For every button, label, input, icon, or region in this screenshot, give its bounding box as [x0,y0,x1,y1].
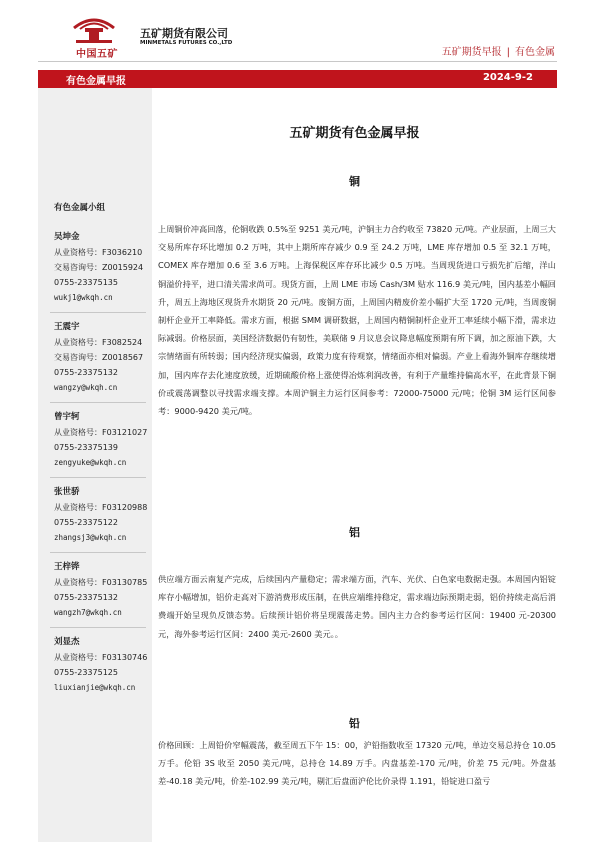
sidebar-divider [50,312,146,313]
sidebar-divider [50,627,146,628]
analyst-qualification: 从业资格号：F03130746 [54,653,148,662]
analyst-qualification: 从业资格号：F3082524 [54,338,143,347]
banner-title: 有色金属早报 [66,76,126,87]
analyst-phone: 0755-23375132 [54,368,118,377]
analyst-sidebar [38,88,152,842]
analyst-card [54,230,143,305]
group-title: 有色金属小组 [54,203,106,213]
header-divider [38,61,557,62]
sidebar-divider [50,552,146,553]
analyst-email[interactable]: liuxianjie@wkqh.cn [54,683,136,692]
page-header [0,0,595,70]
section-body-lead: 价格回顾：上周铅价窄幅震荡，截至周五下午 15：00，沪铅指数收至 17320 元/吨，单边交易总持仓 10.05 万手。伦铅 3S 收至 2050 美元/吨，总持仓 14.89 万手。内盘基差-170 元/吨，价差 75 元/吨。外盘基差-40.18 美元/吨，价差-102.99 美元/吨，剔汇后盘面沪伦比价录得 1.191，铅锭进口盈亏 [158,740,556,787]
minmetals-emblem-icon [70,14,118,46]
analyst-qualification: 从业资格号：F03121027 [54,428,148,437]
analyst-name: 曾宇轲 [54,412,80,422]
analyst-card [54,635,147,695]
company-name-cn: 五矿期货有限公司 [140,27,228,40]
banner-date: 2024-9-2 [482,72,533,83]
section-heading-copper: 铜 [349,175,360,188]
company-name-en: MINMETALS FUTURES CO.,LTD [140,40,233,46]
analyst-card [54,410,147,470]
section-heading-aluminum: 铝 [349,526,360,539]
analyst-phone: 0755-23375139 [54,443,118,452]
section-heading-lead: 铅 [349,717,360,730]
analyst-name: 王梓铧 [54,562,80,572]
company-logo [62,14,132,60]
analyst-email[interactable]: wangzh7@wkqh.cn [54,608,122,617]
sidebar-divider [50,402,146,403]
analyst-card [54,485,147,545]
analyst-phone: 0755-23375125 [54,668,118,677]
header-separator: | [506,47,510,58]
analyst-email[interactable]: zhangsj3@wkqh.cn [54,533,127,542]
analyst-card [54,560,147,620]
analyst-phone: 0755-23375135 [54,278,118,287]
analyst-name: 吴坤金 [54,232,80,242]
report-name: 五矿期货早报 [441,47,502,58]
analyst-email[interactable]: wukj1@wkqh.cn [54,293,113,302]
logo-name: 中国五矿 [76,49,118,60]
analyst-phone: 0755-23375132 [54,593,118,602]
analyst-qualification: 从业资格号：F03130785 [54,578,148,587]
analyst-email[interactable]: wangzy@wkqh.cn [54,383,118,392]
analyst-email[interactable]: zengyuke@wkqh.cn [54,458,127,467]
analyst-card [54,320,143,395]
analyst-consult-no: 交易咨询号：Z0018567 [54,353,144,362]
analyst-qualification: 从业资格号：F03120988 [54,503,148,512]
analyst-qualification: 从业资格号：F3036210 [54,248,143,257]
analyst-consult-no: 交易咨询号：Z0015924 [54,263,144,272]
report-title: 五矿期货有色金属早报 [289,126,420,141]
analyst-phone: 0755-23375122 [54,518,118,527]
sidebar-divider [50,477,146,478]
section-body-aluminum: 供应端方面云南复产完成，后续国内产量稳定；需求端方面，汽车、光伏、白色家电数据走强。本周国内铝锭库存小幅增加，铝价走高对下游消费形成压制，在供应端维持稳定，需求端边际预期走弱，铝价持续走高后消费端开始呈现负反馈态势。后续预计铝价将呈现震荡走势。国内主力合约参考运行区间：19400 元-20300 元，海外参考运行区间：2400 美元-2600 美元。。 [158,574,556,639]
title-banner [38,70,557,88]
analyst-name: 刘显杰 [54,637,80,647]
section-body-copper: 上周铜价冲高回落，伦铜收跌 0.5%至 9251 美元/吨，沪铜主力合约收至 73820 元/吨。产业层面，上周三大交易所库存环比增加 0.2 万吨，其中上期所库存减少 0.9 至 24.2 万吨，LME 库存增加 0.5 至 32.1 万吨，COMEX 库存增加 0.6 至 3.6 万吨。上海保税区库存环比减少 0.5 万吨。当周现货进口亏损先扩后缩，洋山铜溢价持平，进口清关需求尚可。现货方面，上周 LME 市场 Cash/3M 贴水 116.9 美元/吨，国内基差小幅回升，周五上海地区现货升水期货 20 元/吨。废铜方面，上周国内精废价差小幅扩大至 1720 元/吨，当周废铜制杆企业开工率降低。需求方面，根据 SMM 调研数据，上周国内精铜制杆企业开工率延续小幅下滑，需求边际减弱。价格层面，美国经济数据仍有韧性，美联储 9 月议息会议降息幅度预期有所下调，加之原油下跌，大宗情绪面有所转弱；国内经济现实偏弱，政策力度有待观察，情绪面亦相对偏弱。产业上看海外铜库存继续增加，国内库存去化速度放缓，近期硫酸价格上涨使得冶炼利润改善，有利于产量维持偏高水平，在此背景下铜价或震荡调整以寻找需求端支撑。本周沪铜主力运行区间参考：72000-75000 元/吨；伦铜 3M 运行区间参考：9000-9420 美元/吨。 [158,224,556,417]
analyst-name: 张世骄 [54,487,80,497]
analyst-name: 王震宇 [54,322,80,332]
header-report-label [442,43,555,58]
report-category: 有色金属 [515,47,555,58]
